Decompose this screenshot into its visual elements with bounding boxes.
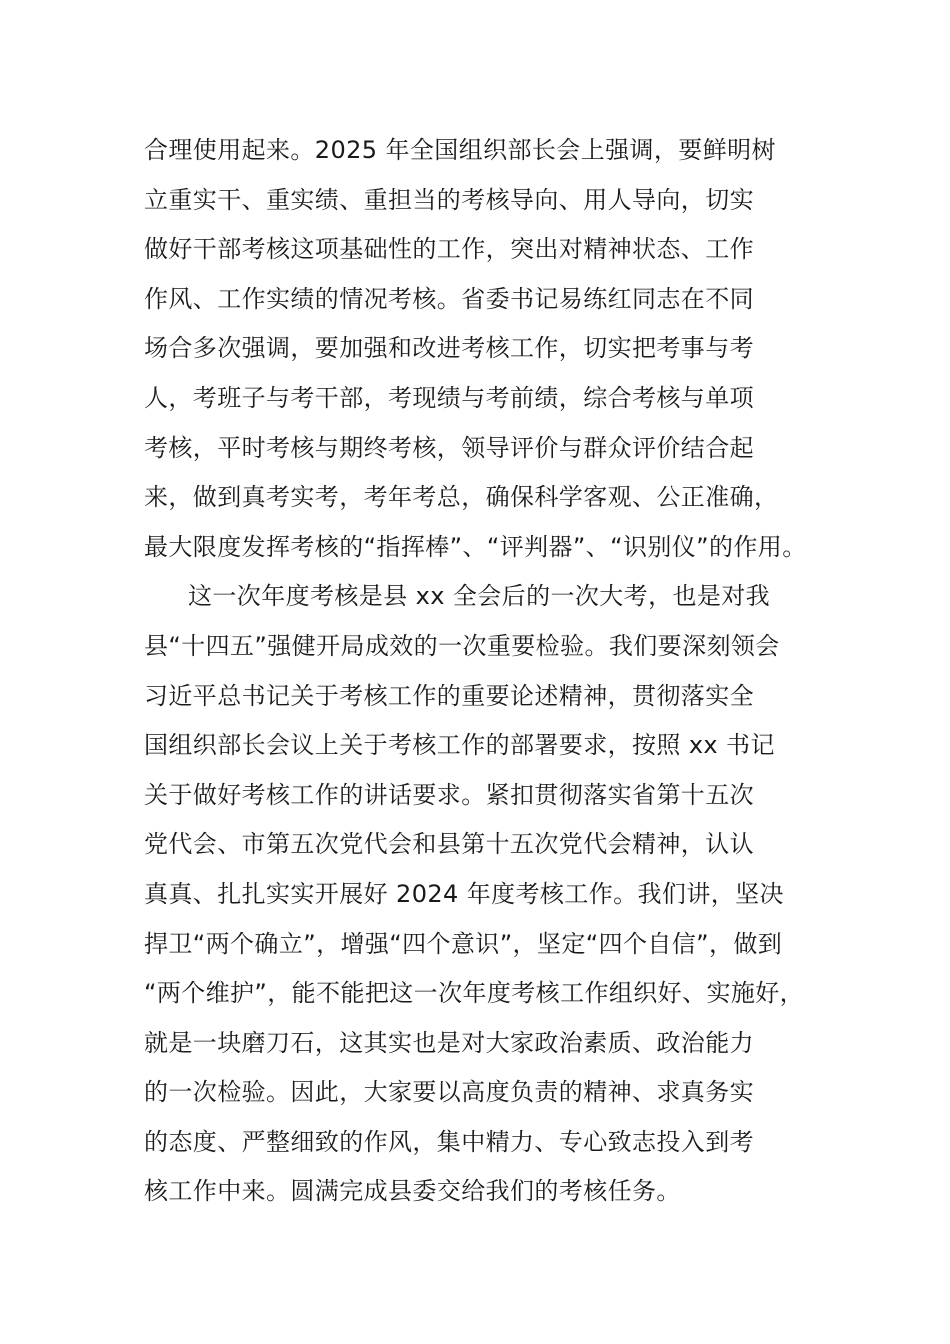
text-line: 习近平总书记关于考核工作的重要论述精神，贯彻落实全 bbox=[144, 681, 754, 710]
text-line: 考核，平时考核与期终考核，领导评价与群众评价结合起 bbox=[144, 433, 754, 462]
text-line: 关于做好考核工作的讲话要求。紧扣贯彻落实省第十五次 bbox=[144, 780, 754, 809]
text-line: 做好干部考核这项基础性的工作，突出对精神状态、工作 bbox=[144, 235, 754, 264]
text-line: 党代会、市第五次党代会和县第十五次党代会精神，认认 bbox=[144, 830, 754, 859]
text-line: 的一次检验。因此，大家要以高度负责的精神、求真务实 bbox=[144, 1078, 754, 1107]
text-line: “两个维护”，能不能把这一次年度考核工作组织好、实施好， bbox=[144, 979, 805, 1008]
text-line-indented: 这一次年度考核是县 xx 全会后的一次大考，也是对我 bbox=[188, 582, 771, 611]
text-line: 作风、工作实绩的情况考核。省委书记易练红同志在不同 bbox=[144, 284, 754, 313]
text-line: 捍卫“两个确立”，增强“四个意识”，坚定“四个自信”，做到 bbox=[144, 929, 783, 958]
text-line: 核工作中来。圆满完成县委交给我们的考核任务。 bbox=[144, 1177, 681, 1206]
text-line: 合理使用起来。2025 年全国组织部长会上强调，要鲜明树 bbox=[144, 136, 776, 164]
text-line: 县“十四五”强健开局成效的一次重要检验。我们要深刻领会 bbox=[144, 631, 780, 660]
text-line: 国组织部长会议上关于考核工作的部署要求，按照 xx 书记 bbox=[144, 731, 775, 760]
paragraph-1 bbox=[144, 126, 834, 572]
paragraph-2 bbox=[144, 572, 834, 1217]
text-line: 真真、扎扎实实开展好 2024 年度考核工作。我们讲，坚决 bbox=[144, 879, 784, 908]
text-line: 就是一块磨刀石，这其实也是对大家政治素质、政治能力 bbox=[144, 1028, 754, 1057]
text-line: 人，考班子与考干部，考现绩与考前绩，综合考核与单项 bbox=[144, 383, 754, 412]
text-line: 最大限度发挥考核的“指挥棒”、“评判器”、“识别仪”的作用。 bbox=[144, 532, 807, 561]
text-line: 来，做到真考实考，考年考总，确保科学客观、公正准确， bbox=[144, 483, 779, 512]
document-body bbox=[144, 126, 834, 1217]
text-line: 立重实干、重实绩、重担当的考核导向、用人导向，切实 bbox=[144, 185, 754, 214]
text-line: 的态度、严整细致的作风，集中精力、专心致志投入到考 bbox=[144, 1127, 754, 1156]
text-line: 场合多次强调，要加强和改进考核工作，切实把考事与考 bbox=[144, 334, 754, 363]
